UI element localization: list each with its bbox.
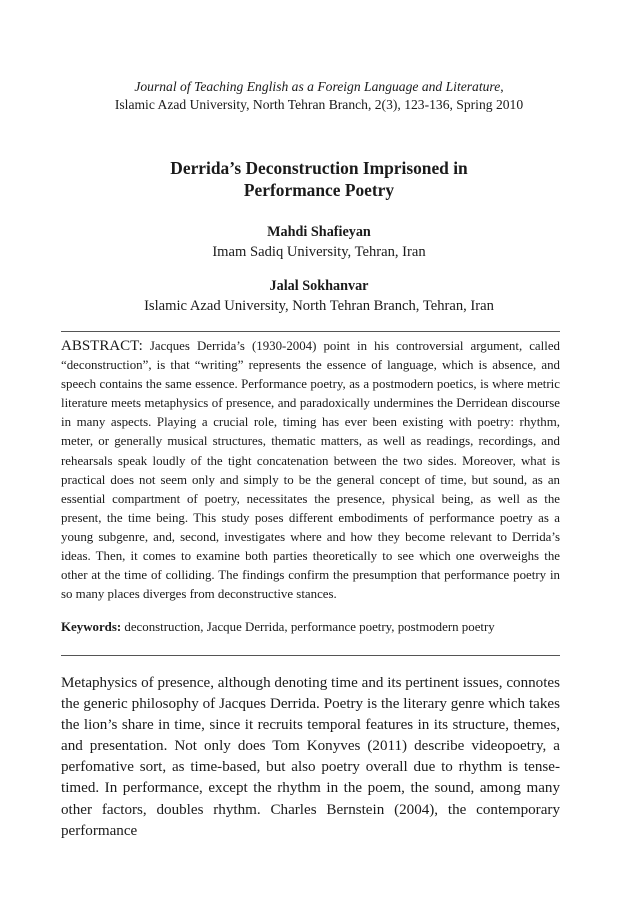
author-affiliation: Islamic Azad University, North Tehran Branch, Tehran, Iran — [144, 298, 494, 314]
abstract-bottom-divider — [61, 655, 560, 656]
author-block-1 — [0, 222, 638, 262]
keywords-text: deconstruction, Jacque Derrida, performance poetry, postmodern poetry — [124, 620, 495, 634]
journal-title-line — [0, 78, 638, 96]
journal-name: Journal of Teaching English as a Foreign Language and Literature — [134, 79, 501, 94]
author-name: Jalal Sokhanvar — [269, 278, 369, 294]
abstract — [61, 337, 560, 604]
keywords — [61, 618, 560, 637]
paper-title-line-1: Derrida’s Deconstruction Imprisoned in — [170, 158, 468, 178]
journal-details: Islamic Azad University, North Tehran Branch, 2(3), 123-136, Spring 2010 — [114, 97, 524, 112]
paper-title-line-2: Performance Poetry — [243, 180, 395, 200]
author-name: Mahdi Shafieyan — [267, 224, 371, 240]
journal-header — [0, 78, 638, 114]
body-paragraph: Metaphysics of presence, although denoting time and its pertinent issues, connotes the generic philosophy of Jacques Derrida. Poetry is the literary genre which takes the lion’s share in time, since it recruits temporal features in its structure, themes, and presentation. Not only does Tom Konyves (2011) describe videopoetry, a perfomative sort, as time-based, but also poetry overall due to rhythm is tense-timed. In performance, except the rhythm in the poem, the sound, among many other factors, doubles rhythm. Charles Bernstein (2004), the contemporary performance — [61, 675, 560, 839]
abstract-text: Jacques Derrida’s (1930-2004) point in his controversial argument, called “deconstruction”, is that “writing” represents the essence of language, which is absence, and speech contains the same essence. Performance poetry, as a postmodern poetics, is where metric literature meets metaphysics of presence, and paradoxically undermines the Derridean discourse in many aspects. Playing a crucial role, timing has ever been existing with poetry: rhythm, meter, or generally musical structures, thematic matters, as well as readings, recordings, and rehearsals speak loudly of the tight concatenation between the two sides. Moreover, what is practical does not seem only and simply to be the general concept of time, but sound, as an essential compartment of poetry, necessitates the presence, physical being, as well as the present, the time being. This study poses different embodiments of performance poetry as a young subgenre, and, second, investigates where and how they become relevant to Derrida’s ideas. Then, it comes to examine both parties theoretically to see which one overweighs the other at the time of colliding. The findings confirm the presumption that performance poetry in so many places diverges from deconstructive stances. — [61, 339, 560, 602]
journal-name-suffix: , — [500, 79, 504, 94]
paper-title — [0, 157, 638, 201]
abstract-label: ABSTRACT: — [61, 338, 143, 354]
abstract-top-divider — [61, 331, 560, 332]
keywords-label: Keywords: — [61, 620, 122, 634]
author-block-2 — [0, 276, 638, 316]
author-affiliation: Imam Sadiq University, Tehran, Iran — [212, 244, 426, 260]
